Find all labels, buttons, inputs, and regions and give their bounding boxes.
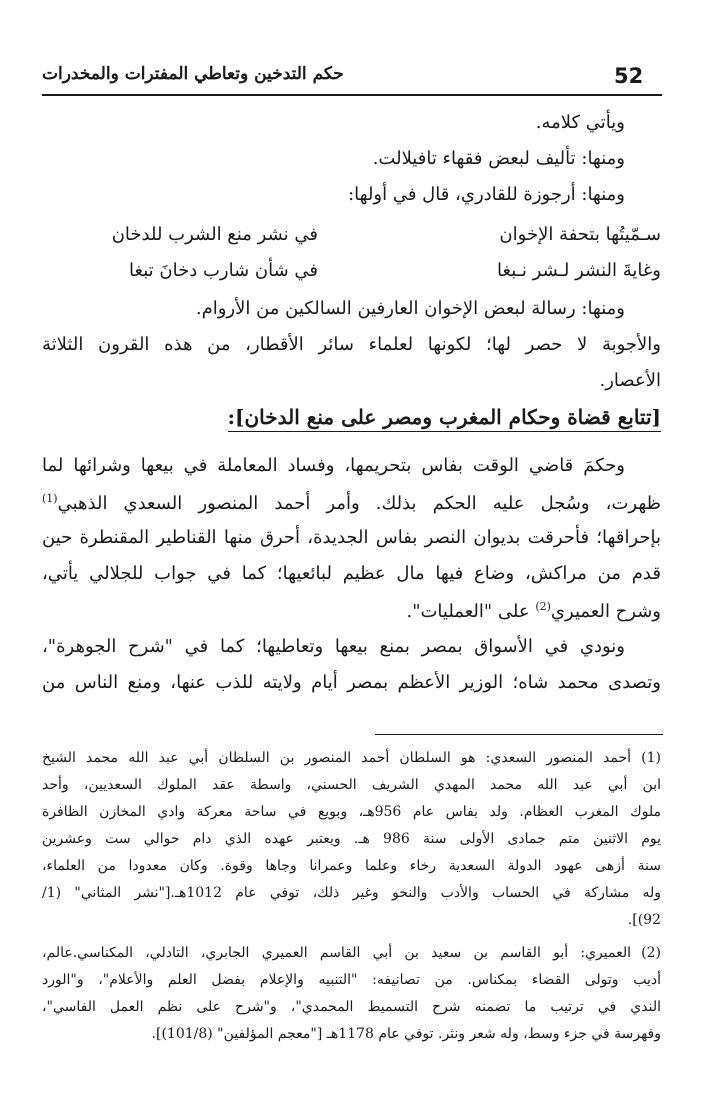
footnote-marker-2[interactable]: (2): [535, 600, 551, 613]
header-rule: [42, 94, 662, 96]
body-line-with-note: [406, 601, 661, 621]
body-line: ومنها: أرجوزة للقادري، قال في أولها:: [348, 184, 625, 205]
body-text: على "العمليات".: [406, 601, 530, 622]
body-line: ويأتي كلامه.: [535, 112, 625, 133]
body-line: والأجوبة لا حصر لها؛ لكونها لعلماء سائر الأقطار، من هذه القرون الثلاثة: [42, 334, 661, 355]
body-line: وتصدى محمد شاه؛ الوزير الأعظم بمصر أيام ولايته للذب عنها، ومنع الناس من: [42, 672, 661, 693]
body-line: بإحراقها؛ فأحرقت بديوان النصر بفاس الجديدة، أحرق منها القناطير المقنطرة حين: [42, 527, 661, 548]
body-line: ومنها: تأليف لبعض فقهاء تافيلالت.: [372, 148, 625, 169]
section-heading: [تتابع قضاة وحكام المغرب ومصر على منع الدخان]:: [228, 405, 661, 432]
footnote-line: ابن أبي عبد الله محمد المهدي الشريف الحسني، واسطة عقد الملوك السعديين، وأحد: [42, 777, 661, 793]
footnote-line: وله مشاركة في الحساب والأدب والنحو وغير ذلك، توفي عام 1012هـ.["نشر المثاني" (1/: [42, 885, 661, 901]
body-line-with-note: [42, 493, 661, 513]
body-line: الأعصار.: [599, 370, 661, 391]
verse-hemistich-right: سـمّيتُها بتحفة الإخوان: [499, 224, 661, 245]
footnote-line: وفهرسة في جزء وسط، وله شعر ونثر. توفي عام 1178هـ ["معجم المؤلفين" (101/8)].: [151, 1026, 661, 1042]
body-text: ظهرت، وسُجل عليه الحكم بذلك. وأمر أحمد المنصور السعدي الذهبي: [57, 493, 661, 514]
body-line: وحكمَ قاضي الوقت بفاس بتحريمها، وفساد المعاملة في بيعها وشرائها لما: [42, 455, 625, 476]
footnote-line: العميري: أبو القاسم بن سعيد بن أبي القاسم العميري الجابري، التادلي، المكناسي.عالم،: [42, 945, 631, 961]
body-line: قدم من مراكش، وضاع فيها مال عظيم لبائعيها؛ كما في جواب للجلالي يأتي،: [42, 563, 661, 584]
footnote-line: سنة أزهى عهود الدولة السعدية رخاء وعلما وعمرانا وجاها وقوة. وكان معدودا من العلماء،: [42, 858, 661, 874]
body-text: وشرح العميري: [550, 601, 661, 622]
footnote-number: (2): [641, 945, 661, 961]
footnote-marker-1[interactable]: (1): [42, 492, 58, 505]
footnote-line: يوم الاثنين متم جمادى الأولى سنة 986 هـ. ويعتبر عهده الذي دام حوالي ست وعشرين: [42, 831, 662, 847]
footnote-line: أحمد المنصور السعدي: هو السلطان أحمد المنصور بن السلطان أبي عبد الله محمد الشيخ: [42, 750, 631, 766]
running-header-title: حكم التدخين وتعاطي المفترات والمخدرات: [42, 64, 344, 84]
body-line: ومنها: رسالة لبعض الإخوان العارفين السالكين من الأروام.: [195, 298, 625, 319]
body-line: ونودي في الأسواق بمصر بمنع بيعها وتعاطيها؛ كما في "شرح الجوهرة"،: [42, 636, 625, 657]
footnote-line: أديب وتولى القضاء بمكناس. من تصانيفه: "التنبيه والإعلام بفضل العلم والأعلام"، و"الورد: [42, 972, 661, 988]
footnote-line: ملوك المغرب العظام. ولد بفاس عام 956هـ، وبويع في ساحة معركة وادي المخازن الظافرة: [42, 804, 661, 820]
footnote-line: الندي في ترتيب ما تضمنه شرح التسميط المحمدي"، و"شرح على نظم العمل الفاسي"،: [42, 999, 661, 1015]
verse-hemistich-right: وغايةَ النشر لـشر نـبغا: [497, 260, 661, 281]
verse-hemistich-left: في شأن شارب دخانَ تبغا: [129, 260, 318, 281]
footnote-separator: [375, 734, 663, 735]
footnote-line: 92)].: [627, 912, 661, 928]
verse-hemistich-left: في نشر منع الشرب للدخان: [111, 224, 318, 245]
page-number: 52: [614, 64, 644, 88]
footnote-number: (1): [641, 750, 661, 766]
